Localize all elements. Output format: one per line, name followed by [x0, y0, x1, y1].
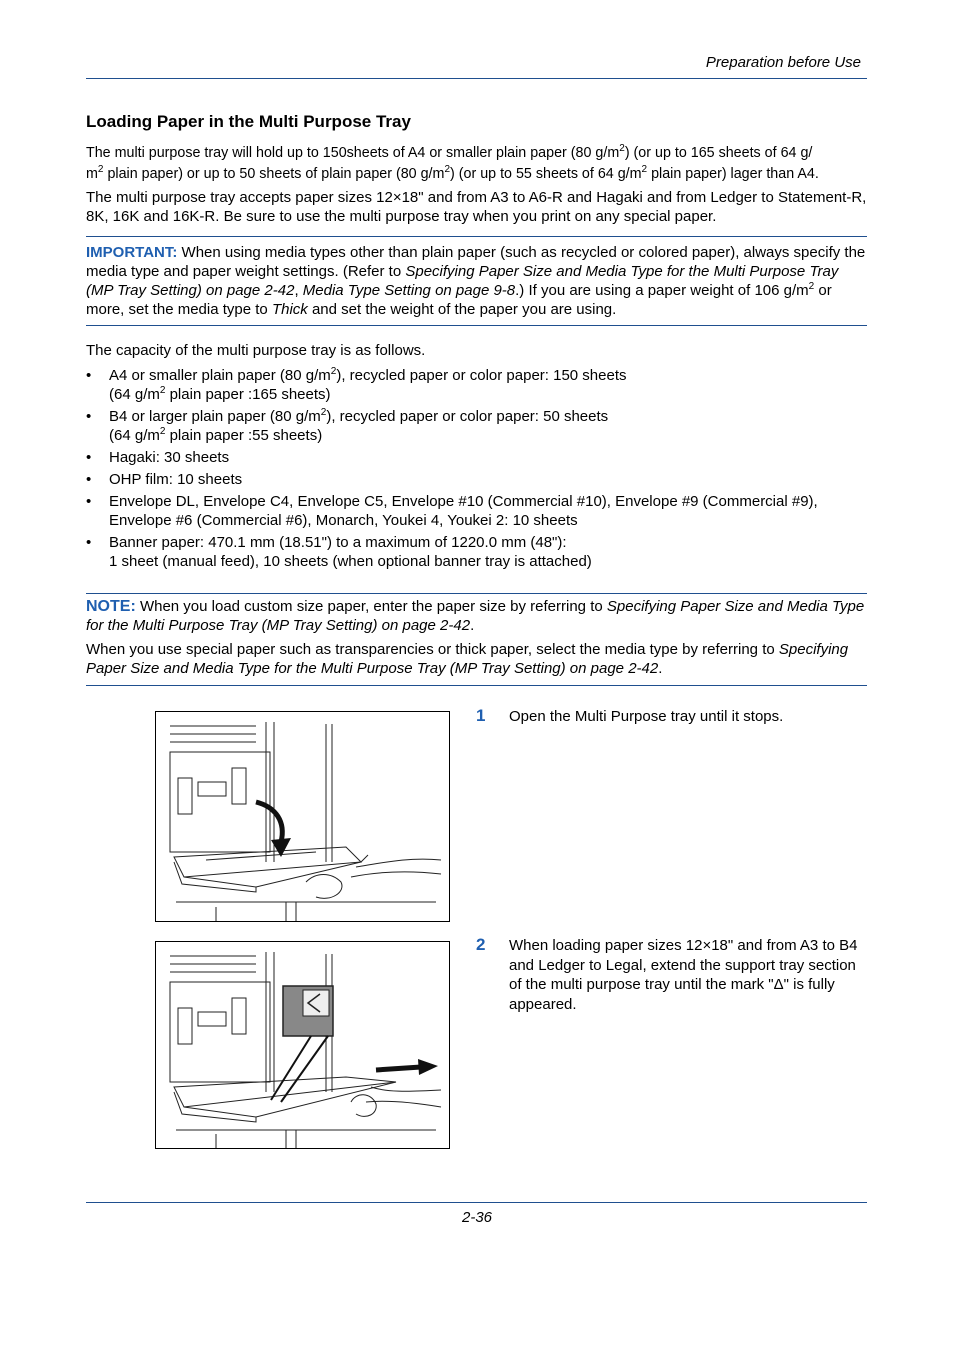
footer-rule: [86, 1202, 867, 1203]
list-item: [86, 366, 867, 404]
text: (64 g/m: [109, 427, 160, 444]
running-header: Preparation before Use: [705, 54, 861, 71]
step-2-text: When loading paper sizes 12×18" and from A3 to B4 and Ledger to Legal, extend the support tray section of the multi purpose tray until the mark "Δ" is fully appeared.: [509, 937, 858, 1013]
text: Envelope DL, Envelope C4, Envelope C5, Envelope #10 (Commercial #10), Envelope #9 (Commercial #9), Envelope #6 (Commercial #6), Monarch, Youkei 4, Youkei 2: 10 sheets: [109, 493, 818, 529]
text: When using media types other than plain paper (such as recycled or colored paper), always specify the media type and paper weight settings. (Refer to: [86, 244, 866, 280]
capacity-list: [86, 366, 867, 574]
note-paragraph-2: [86, 640, 867, 678]
cross-reference: Specifying Paper Size and Media Type for the Multi Purpose Tray (MP Tray Setting) on page 2-42: [86, 263, 839, 299]
bullet: •: [86, 493, 92, 510]
superscript: 2: [330, 366, 337, 377]
important-top-rule: [86, 236, 867, 237]
header-rule: [86, 78, 867, 79]
text: .: [658, 660, 663, 677]
superscript: 2: [641, 164, 648, 175]
page-number: 2-36: [461, 1209, 493, 1226]
text: Banner paper: 470.1 mm (18.51") to a maximum of 1220.0 mm (48"):: [109, 534, 567, 551]
important-bottom-rule: [86, 325, 867, 326]
text: ), recycled paper or color paper: 150 sheets: [336, 367, 627, 384]
superscript: 2: [444, 164, 451, 175]
superscript: 2: [619, 143, 625, 154]
text: Hagaki: 30 sheets: [109, 449, 230, 466]
intro-paragraph-1: [86, 143, 867, 185]
superscript: 2: [97, 164, 104, 175]
list-item: [86, 448, 867, 467]
text: When you use special paper such as transparencies or thick paper, select the media type by referring to: [86, 641, 779, 658]
superscript: 2: [808, 281, 815, 292]
step-1-text: Open the Multi Purpose tray until it stops.: [509, 708, 784, 725]
text: B4 or larger plain paper (80 g/m: [109, 408, 321, 425]
text: ,: [294, 282, 303, 299]
note-bottom-rule: [86, 685, 867, 686]
superscript: 2: [320, 407, 327, 418]
important-note: [86, 243, 867, 319]
capacity-intro: The capacity of the multi purpose tray is as follows.: [86, 342, 426, 359]
bullet: •: [86, 408, 92, 425]
bullet: •: [86, 367, 92, 384]
list-item: [86, 470, 867, 489]
step-1-illustration: [155, 711, 450, 922]
text: m: [86, 166, 98, 182]
step-2-number: 2: [476, 935, 486, 954]
section-title: Loading Paper in the Multi Purpose Tray: [86, 112, 411, 131]
text: ) (or up to 165 sheets of 64 g/: [624, 145, 813, 161]
cross-reference: Specifying Paper Size and Media Type for the Multi Purpose Tray (MP Tray Setting) on page 2-42: [86, 641, 849, 677]
text: ), recycled paper or color paper: 50 sheets: [326, 408, 609, 425]
text: ) (or up to 55 sheets of 64 g/m: [450, 166, 642, 182]
text: A4 or smaller plain paper (80 g/m: [109, 367, 331, 384]
bullet: •: [86, 449, 92, 466]
text: When you load custom size paper, enter the paper size by referring to: [135, 598, 607, 615]
bullet: •: [86, 534, 92, 551]
important-label: IMPORTANT:: [86, 244, 178, 261]
text: or more, set the media type to: [86, 282, 832, 318]
printer-extend-support-tray-drawing: [156, 942, 449, 1148]
list-item: [86, 533, 867, 571]
bullet: •: [86, 471, 92, 488]
cross-reference: Specifying Paper Size and Media Type for the Multi Purpose Tray (MP Tray Setting) on page 2-42: [86, 598, 865, 634]
list-item: [86, 492, 867, 530]
text: The multi purpose tray will hold up to 150sheets of A4 or smaller plain paper (80 g/m: [86, 145, 620, 161]
printer-open-tray-drawing: [156, 712, 449, 921]
text: .: [470, 617, 475, 634]
note-label: NOTE:: [86, 598, 136, 615]
text: .) If you are using a paper weight of 106 g/m: [515, 282, 809, 299]
text: plain paper) or up to 50 sheets of plain paper (80 g/m: [103, 166, 445, 182]
text: plain paper :55 sheets): [165, 427, 323, 444]
step-2-illustration: [155, 941, 450, 1149]
note-paragraph-1: [86, 597, 867, 635]
text: and set the weight of the paper you are using.: [307, 301, 617, 318]
intro-paragraph-2: The multi purpose tray accepts paper sizes 12×18" and from A3 to A6-R and Hagaki and from Ledger to Statement-R, 8K, 16K and 16K-R. Be sure to use the multi purpose tray when you print on any special paper.: [86, 189, 867, 225]
text: (64 g/m: [109, 386, 160, 403]
text: plain paper) lager than A4.: [647, 166, 819, 182]
text: plain paper :165 sheets): [165, 386, 331, 403]
superscript: 2: [159, 385, 166, 396]
note-top-rule: [86, 593, 867, 594]
text: 1 sheet (manual feed), 10 sheets (when optional banner tray is attached): [109, 553, 592, 570]
text: OHP film: 10 sheets: [109, 471, 243, 488]
superscript: 2: [159, 426, 166, 437]
cross-reference: Media Type Setting on page 9-8: [302, 282, 516, 299]
step-1-number: 1: [476, 706, 486, 725]
media-type-name: Thick: [271, 301, 308, 318]
list-item: [86, 407, 867, 445]
